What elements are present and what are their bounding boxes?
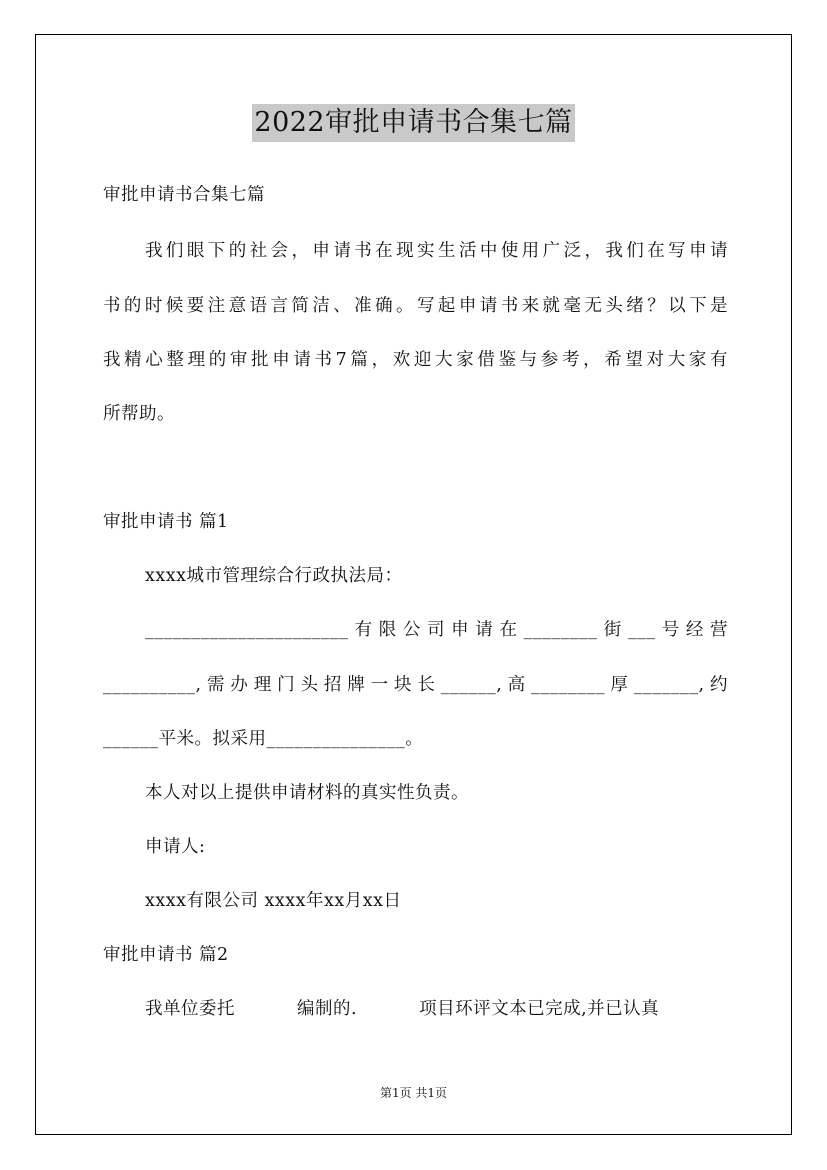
intro-line-3: 我精心整理的审批申请书7篇，欢迎大家借鉴与参考，希望对大家有 (103, 350, 728, 370)
document-title: 2022审批申请书合集七篇 (252, 104, 574, 142)
section1-body-line-1: ______________________有限公司申请在________街___号经营 (145, 620, 728, 640)
page-footer: 第1页 共1页 (379, 1086, 448, 1100)
section1-statement: 本人对以上提供申请材料的真实性负责。 (145, 783, 469, 803)
section1-heading: 审批申请书 篇1 (103, 512, 229, 532)
section2-part2: 编制的. (297, 999, 358, 1019)
section2-heading: 审批申请书 篇2 (103, 945, 229, 965)
section2-part3: 项目环评文本已完成,并已认真 (419, 999, 660, 1019)
section1-addressee: xxxx城市管理综合行政执法局： (145, 566, 403, 586)
section1-signature: xxxx有限公司 xxxx年xx月xx日 (145, 891, 402, 911)
intro-line-2: 书的时候要注意语言简洁、准确。写起申请书来就毫无头绪？以下是 (103, 296, 728, 316)
intro-line-4: 所帮助。 (103, 404, 175, 424)
section1-applicant: 申请人: (145, 837, 206, 857)
title-wrap (0, 104, 827, 142)
document-subtitle: 审批申请书合集七篇 (103, 185, 265, 205)
section1-body-line-3: ______平米。拟采用_______________。 (103, 729, 424, 749)
intro-line-1: 我们眼下的社会，申请书在现实生活中使用广泛，我们在写申请 (145, 241, 728, 261)
section2-first-line (145, 995, 728, 1020)
section1-body-line-2: __________,需办理门头招牌一块长______,高________厚_______,约 (103, 675, 728, 695)
section2-part1: 我单位委托 (145, 999, 235, 1019)
